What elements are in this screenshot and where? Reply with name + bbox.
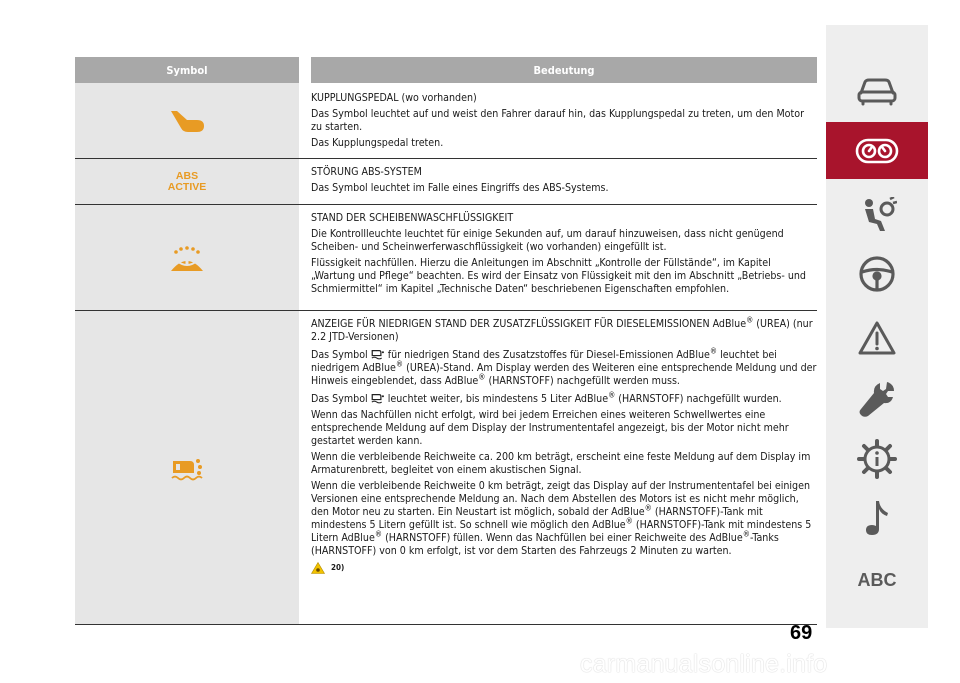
tab-multimedia[interactable] xyxy=(826,489,928,546)
row-title: STAND DER SCHEIBENWASCHFLÜSSIGKEIT xyxy=(311,212,514,224)
table-row xyxy=(75,311,817,625)
tab-instruments[interactable] xyxy=(826,122,928,179)
car-icon xyxy=(856,76,898,106)
tab-safety[interactable] xyxy=(826,186,928,243)
symbol-cell xyxy=(75,159,299,204)
symbol-cell xyxy=(75,83,299,158)
table-row xyxy=(75,159,817,205)
tab-emergency[interactable] xyxy=(826,309,928,366)
warning-lights-table xyxy=(75,57,817,625)
adblue-inline-icon xyxy=(371,391,385,404)
meaning-cell: KUPPLUNGSPEDAL (wo vorhanden) Das Symbol leuchtet auf und weist den Fahrer darauf hin, das Kupplungspedal zu treten, um den Motor zu starten. Das Kupplungspedal treten. xyxy=(311,83,817,158)
steering-wheel-icon xyxy=(858,255,896,293)
washer-fluid-icon xyxy=(167,243,207,273)
row-title: STÖRUNG ABS-SYSTEM xyxy=(311,166,422,178)
warning-reference[interactable]: 20) xyxy=(311,561,817,574)
tab-vehicle[interactable] xyxy=(826,62,928,119)
warning-triangle-icon xyxy=(857,320,897,356)
technical-data-gear-icon xyxy=(857,439,897,479)
row-title: KUPPLUNGSPEDAL (wo vorhanden) xyxy=(311,92,477,104)
wrench-icon xyxy=(858,380,896,418)
table-row xyxy=(75,205,817,311)
index-label: ABC xyxy=(857,570,897,590)
dashboard-instruments-icon xyxy=(855,136,899,166)
adblue-inline-icon xyxy=(371,347,385,360)
warning-hand-icon xyxy=(311,562,325,574)
symbol-cell xyxy=(75,311,299,624)
header-meaning: Bedeutung xyxy=(533,63,595,77)
tab-technical-data[interactable] xyxy=(826,430,928,487)
airbag-safety-icon xyxy=(857,197,897,233)
watermark: carmanualsonline.info xyxy=(580,650,828,678)
tab-driving[interactable] xyxy=(826,245,928,302)
table-row xyxy=(75,83,817,159)
clutch-pedal-icon xyxy=(167,108,207,134)
abs-active-icon: ABS ACTIVE xyxy=(167,169,207,193)
meaning-cell: STÖRUNG ABS-SYSTEM Das Symbol leuchtet im Falle eines Eingriffs des ABS-Systems. xyxy=(311,159,817,204)
page-number: 69 xyxy=(790,622,813,644)
tab-index[interactable] xyxy=(826,552,928,609)
row-title: ANZEIGE FÜR NIEDRIGEN STAND DER ZUSATZFLÜSSIGKEIT FÜR DIESELEMISSIONEN AdBlue® (UREA) (nur 2.2 JTD-Versionen) xyxy=(311,315,813,343)
table-header xyxy=(75,57,817,83)
header-symbol: Symbol xyxy=(166,63,208,77)
chapter-sidebar xyxy=(826,25,928,628)
tab-maintenance[interactable] xyxy=(826,370,928,427)
meaning-cell: STAND DER SCHEIBENWASCHFLÜSSIGKEIT Die Kontrollleuchte leuchtet für einige Sekunden auf, um darauf hinzuweisen, dass nicht genügend Scheiben- und Scheinwerferwaschflüssigkeit (wo vorhanden) eingefüllt ist. Flüssigkeit nachfüllen. Hierzu die Anleitungen im Abschnitt „Kontrolle der Füllstände“, im Kapitel „Wartung und Pflege“ beachten. Es wird der Einsatz von Flüssigkeit mit den im Abschnitt „Betriebs- und Schmiermittel“ im Kapitel „Technische Daten“ beschriebenen Eigenschaften empfohlen. xyxy=(311,205,817,310)
meaning-cell: ANZEIGE FÜR NIEDRIGEN STAND DER ZUSATZFLÜSSIGKEIT FÜR DIESELEMISSIONEN AdBlue® (UREA) (nur 2.2 JTD-Versionen) Das Symbol für niedrigen Stand des Zusatzstoffes für Diesel-Emissionen AdBlue® leuchtet bei niedrigem AdBlue® (UREA)-Stand. Am Display werden des Weiteren eine entsprechende Meldung und der Hinweis eingeblendet, dass AdBlue® (HARNSTOFF) nachgefüllt werden muss. Das Symbol leuchtet weiter, bis mindestens 5 Liter AdBlue® (HARNSTOFF) nachgefüllt wurden. Wenn das Nachfüllen nicht erfolgt, wird bei jedem Erreichen eines weiteren Schwellwertes eine entsprechende Meldung auf dem Display der Instrumententafel angezeigt, bis der Motor nicht mehr gestartet werden kann. Wenn die verbleibende Reichweite ca. 200 km beträgt, erscheint eine feste Meldung auf dem Display im Armaturenbrett, begleitet von einem akustischen Signal. Wenn die verbleibende Reichweite 0 km beträgt, zeigt das Display auf der Instrumententafel bei einigen Versionen eine entsprechende Meldung an. Nach dem Abstellen des Motors ist es nicht mehr möglich, den Motor neu zu starten. Ein Neustart ist möglich, sobald der AdBlue® (HARNSTOFF)-Tank mit mindestens 5 Litern gefüllt ist. So schnell wie möglich den AdBlue® (HARNSTOFF)-Tank mit mindestens 5 Litern AdBlue® (HARNSTOFF) füllen. Wenn das Nachfüllen bei einer Reichweite des AdBlue®-Tanks (HARNSTOFF) von 0 km erfolgt, ist vor dem Starten des Fahrzeugs 2 Minuten zu warten. 20) xyxy=(311,315,817,572)
music-note-icon xyxy=(862,499,892,537)
adblue-level-icon xyxy=(170,453,204,483)
symbol-cell xyxy=(75,205,299,310)
